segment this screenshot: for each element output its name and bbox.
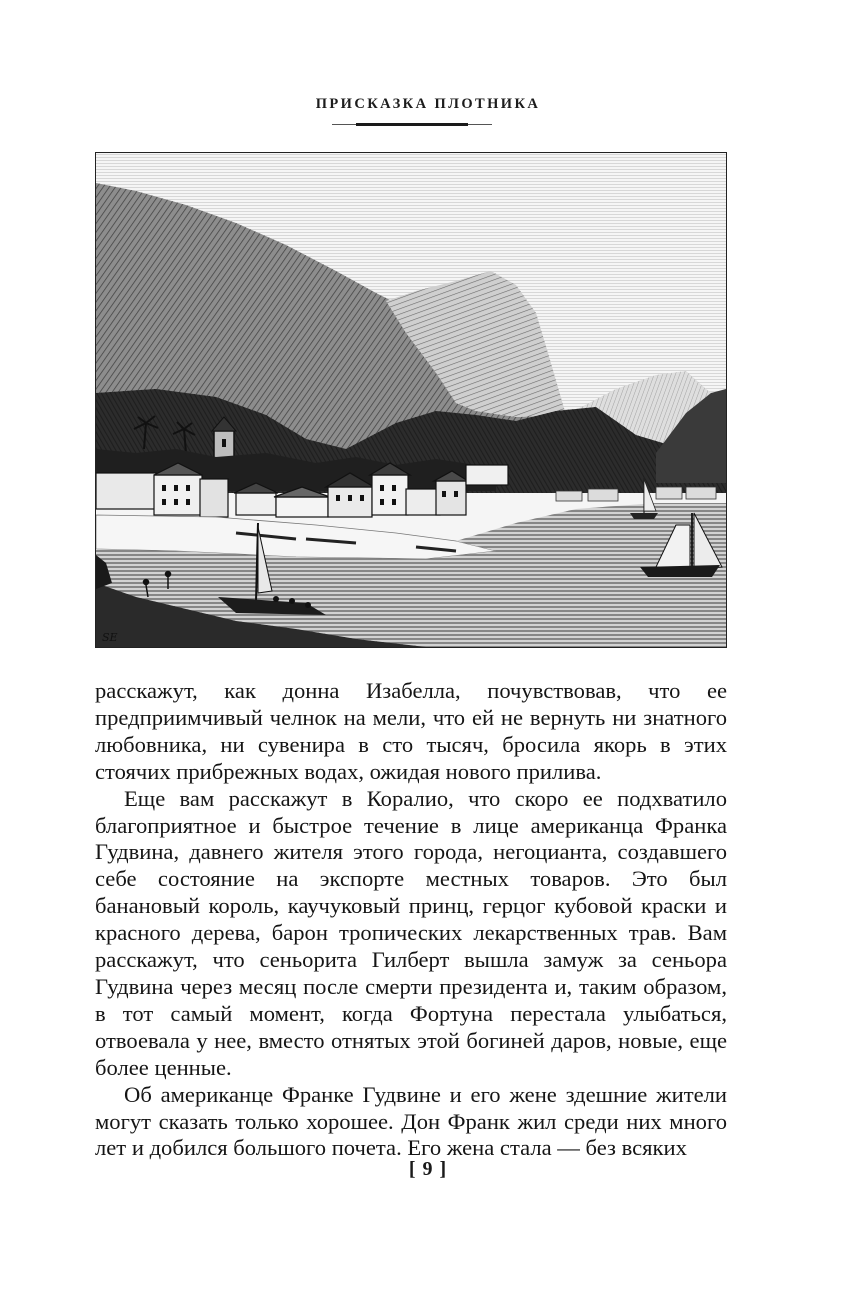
paragraph: Еще вам расскажут в Коралио, что скоро ее подхватило благоприятное и быстрое течение в лице американца Франка Гудвина, давнего жителя этого города, негоцианта, создавшего себе состояние на экспорте местных товаров. Это был банановый король, каучуковый принц, герцог кубовой краски и красного дерева, барон тропических лекарственных трав. Вам расскажут, что сеньорита Гилберт вышла замуж за сеньора Гудвина через месяц после смерти президента и, таким образом, в тот самый момент, когда Фортуна перестала улыбаться, отвоевала у нее, вместо отнятых этой богиней даров, новые, еще более ценные.: [95, 785, 727, 1080]
body-text: [95, 678, 727, 1162]
engraver-signature: SE: [102, 631, 118, 644]
header-rule-bold: [356, 123, 468, 126]
running-head-title: ПРИСКАЗКА ПЛОТНИКА: [315, 96, 541, 112]
page-number: [ 9 ]: [408, 1158, 448, 1180]
harbor-engraving-illustration: [95, 152, 727, 648]
paragraph: расскажут, как донна Изабелла, почувствовав, что ее предприимчивый челнок на мели, что ей не вернуть ни знатного любовника, ни сувенира в сто тысяч, бросила якорь в этих стоячих прибрежных водах, ожидая нового прилива.: [95, 678, 727, 784]
paragraph: Об американце Франке Гудвине и его жене здешние жители могут сказать только хорошее. Дон Франк жил среди них много лет и добился большого почета. Его жена стала — без всяких: [95, 1081, 727, 1161]
